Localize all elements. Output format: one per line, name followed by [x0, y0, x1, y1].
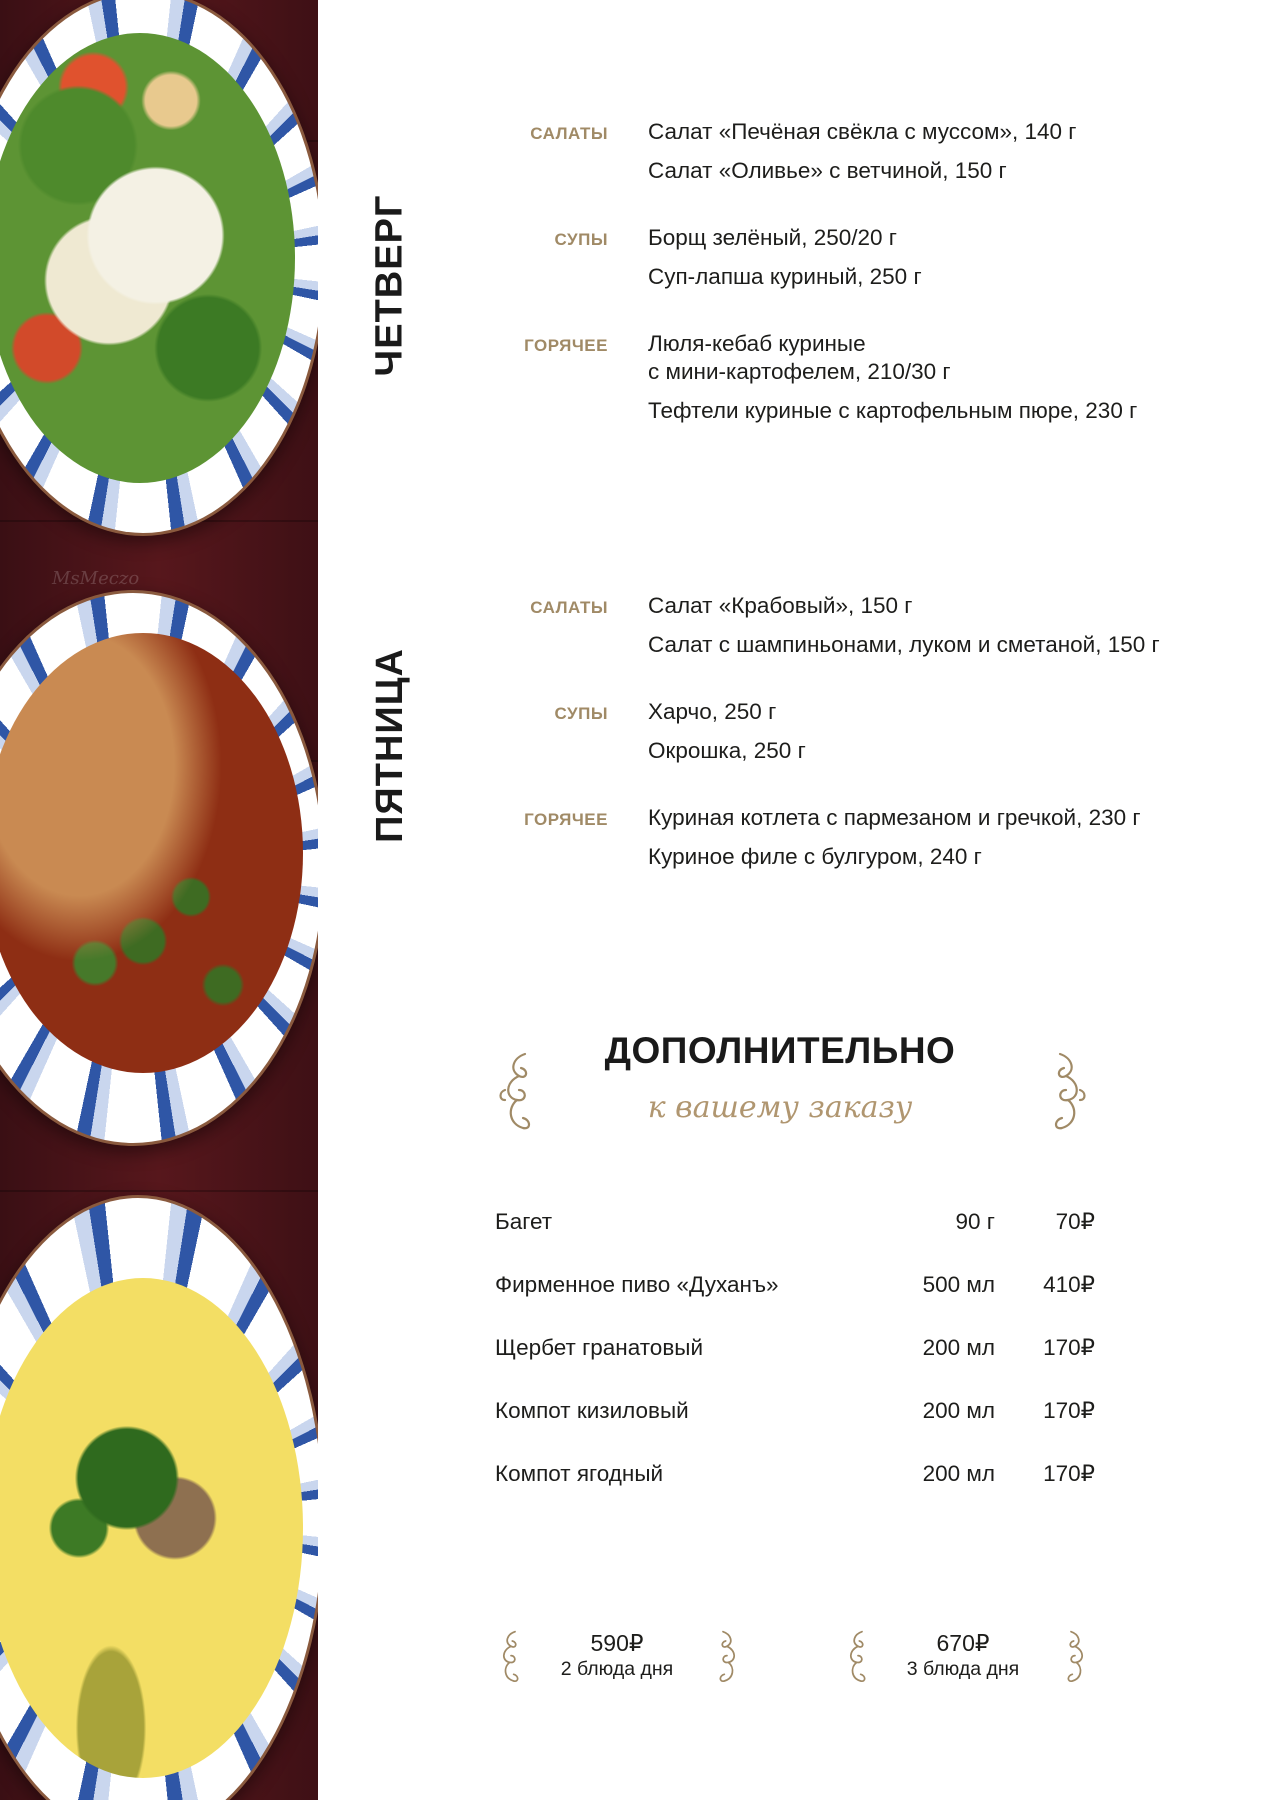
- extra-qty: 500 мл: [922, 1271, 995, 1297]
- dish-item: Суп-лапша куриный, 250 г: [648, 264, 922, 289]
- category-name: СУПЫ: [554, 230, 608, 249]
- combo-price: 670₽: [936, 1630, 990, 1656]
- soup-photo: [0, 590, 318, 1146]
- extras-list: [495, 1190, 1095, 1505]
- dish-item: Салат с шампиньонами, луком и сметаной, 150 г: [648, 632, 1160, 657]
- category-soups: [480, 224, 1240, 302]
- dish-item: Харчо, 250 г: [648, 699, 777, 724]
- category-salads: [480, 118, 1240, 196]
- combo-label: 3 блюда дня: [906, 1658, 1020, 1680]
- combo-price: 590₽: [590, 1630, 644, 1656]
- friday-menu: [480, 592, 1240, 910]
- extra-item-beer: [495, 1253, 1095, 1316]
- dish-item: Салат «Оливье» с ветчиной, 150 г: [648, 158, 1007, 183]
- extra-item-cornel-compote: [495, 1379, 1095, 1442]
- flourish-right-icon: [1063, 1628, 1091, 1686]
- category-name: ГОРЯЧЕЕ: [524, 810, 608, 829]
- extra-price: 70₽: [1055, 1208, 1095, 1234]
- extra-name: Багет: [495, 1208, 553, 1234]
- flourish-right-icon: [715, 1628, 743, 1686]
- dish-item: Салат «Печёная свёкла с муссом», 140 г: [648, 119, 1077, 144]
- combo-label: 2 блюда дня: [560, 1658, 674, 1680]
- extra-name: Компот кизиловый: [495, 1397, 689, 1423]
- extra-price: 170₽: [1043, 1334, 1095, 1360]
- day-label-thursday: [360, 135, 420, 435]
- category-name: СУПЫ: [554, 704, 608, 723]
- extra-item-berry-compote: [495, 1442, 1095, 1505]
- extra-qty: 200 мл: [922, 1460, 995, 1486]
- dish-item: Тефтели куриные с картофельным пюре, 230 г: [648, 398, 1138, 423]
- category-hot: [480, 330, 1240, 436]
- extra-qty: 90 г: [955, 1208, 995, 1234]
- dish-item: Борщ зелёный, 250/20 г: [648, 225, 897, 250]
- extra-name: Фирменное пиво «Духанъ»: [495, 1271, 779, 1297]
- thursday-menu: [480, 118, 1240, 464]
- dish-item: Салат «Крабовый», 150 г: [648, 593, 913, 618]
- combo-two-dishes: [497, 1628, 737, 1688]
- category-name: САЛАТЫ: [530, 124, 608, 143]
- day-name: ПЯТНИЦА: [368, 647, 411, 843]
- salad-photo: [0, 0, 318, 536]
- day-label-friday: [360, 595, 420, 895]
- category-soups: [480, 698, 1240, 776]
- flourish-left-icon: [495, 1050, 537, 1134]
- extra-name: Компот ягодный: [495, 1460, 664, 1486]
- dish-item: Окрошка, 250 г: [648, 738, 806, 763]
- watermark: MsMeczo: [52, 568, 140, 589]
- extra-price: 410₽: [1043, 1271, 1095, 1297]
- extra-item-baguette: [495, 1190, 1095, 1253]
- combo-three-dishes: [843, 1628, 1083, 1688]
- puree-photo: [0, 1195, 318, 1800]
- extras-subtitle: к вашему заказу: [647, 1090, 913, 1125]
- dish-item: Куриная котлета с пармезаном и гречкой, 230 г: [648, 805, 1141, 830]
- category-hot: [480, 804, 1240, 882]
- photo-strip: [0, 0, 318, 1800]
- flourish-right-icon: [1048, 1050, 1090, 1134]
- category-salads: [480, 592, 1240, 670]
- extra-qty: 200 мл: [922, 1397, 995, 1423]
- extra-qty: 200 мл: [922, 1334, 995, 1360]
- dish-item: Люля-кебаб куриные с мини-картофелем, 210/30 г: [648, 331, 951, 384]
- extra-price: 170₽: [1043, 1460, 1095, 1486]
- extra-name: Щербет гранатовый: [495, 1334, 704, 1360]
- extras-title: ДОПОЛНИТЕЛЬНО: [604, 1030, 956, 1071]
- category-name: САЛАТЫ: [530, 598, 608, 617]
- extra-item-sherbet: [495, 1316, 1095, 1379]
- extra-price: 170₽: [1043, 1397, 1095, 1423]
- category-name: ГОРЯЧЕЕ: [524, 336, 608, 355]
- day-name: ЧЕТВЕРГ: [368, 194, 411, 376]
- dish-item: Куриное филе с булгуром, 240 г: [648, 844, 982, 869]
